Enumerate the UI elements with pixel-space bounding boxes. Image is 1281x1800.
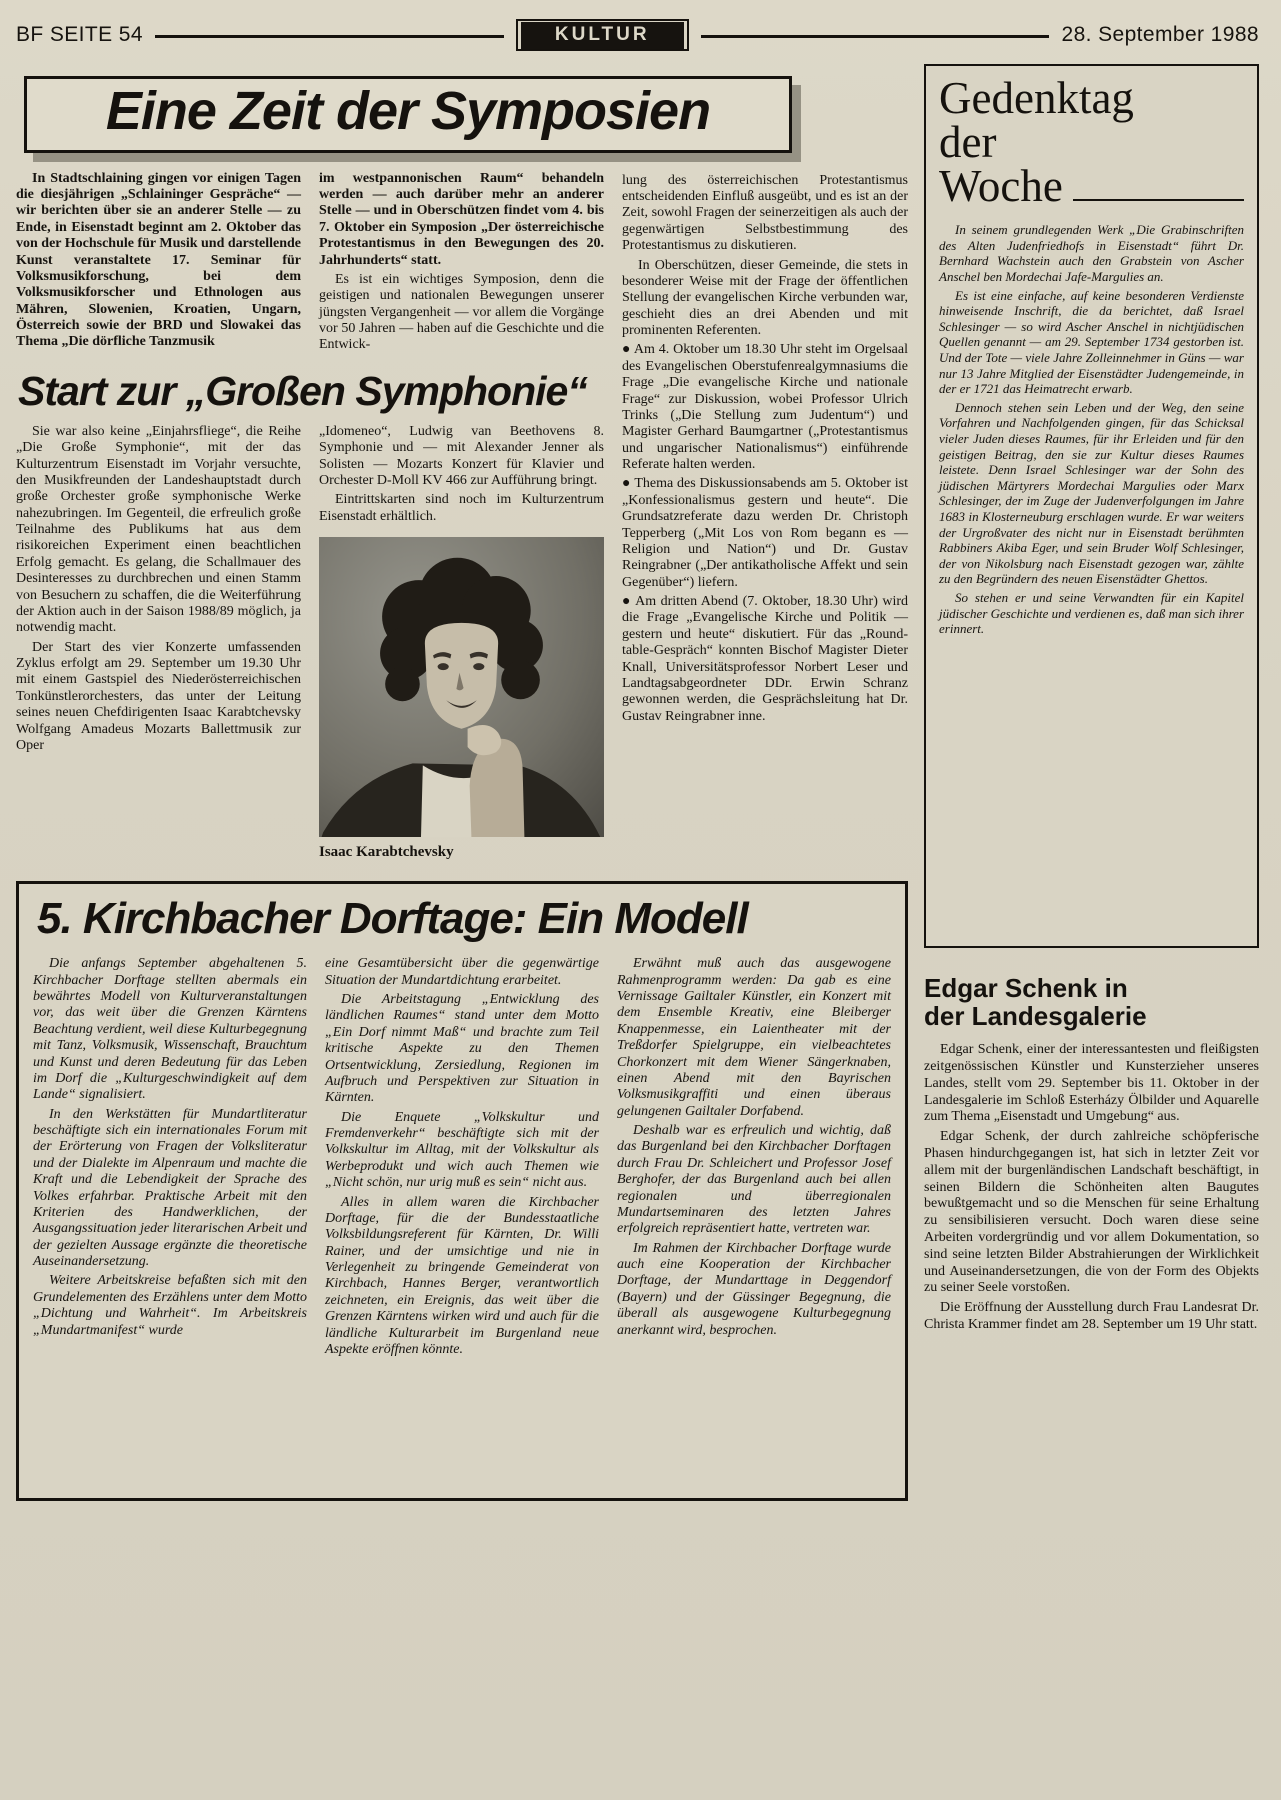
- sidebar-area: [924, 64, 1259, 1501]
- article-paragraph: im westpannonischen Raum“ behandeln werden — auch darüber mehr an anderer Stelle — und in Oberschützen findet vom 4. bis 7. Oktober ein Symposion „Der österreichische Protestantismus in den Bewegungen des 20. Jahrhunderts“ statt.: [319, 170, 604, 268]
- section-badge-label: KULTUR: [521, 22, 684, 49]
- article-paragraph: Alles in allem waren die Kirchbacher Dorftage, für die der Bundesstaatliche Volksbildungsreferent für Kärnten, Dr. Willi Rainer, und der umsichtige und nie in Verlegenheit zu bringende Gemeinderat von Kirchbach, Hannes Berger, verantwortlich zeichneten, ein Ereignis, das weit über die Grenzen Kärntens wirken wird und auch für die ländliche Kulturarbeit im Burgenland neue Aspekte eröffnen könnte.: [325, 1194, 599, 1357]
- article-paragraph: ● Am dritten Abend (7. Oktober, 18.30 Uhr) wird die Frage „Evangelische Kirche und Politik — gestern und heute“ diskutiert. Für das „Round-table-Gespräch“ konnten Bischof Magister Dieter Knall, Universitätsprofessor Norbert Leser und Landtagsabgeordneter DDr. Erwin Schranz gewonnen werden, die Gesprächsleitung hat Dr. Gustav Reingrabner inne.: [622, 594, 908, 724]
- kirchbach-article-box: [16, 881, 908, 1501]
- article-paragraph: In Stadtschlaining gingen vor einigen Tagen die diesjährigen „Schlaininger Gespräche“ — wir berichten über sie an anderer Stelle — zu Ende, in Eisenstadt beginnt am 2. Oktober das von der Hochschule für Musik und darstellende Kunst veranstaltete 17. Seminar für Volksmusikforschung, bei dem Volksmusikforscher und Ethnologen aus Mähren, Slowenien, Kroatien, Ungarn, Österreich sowie der BRD und Slowakei das Thema „Die dörfliche Tanzmusik: [16, 170, 301, 350]
- article-paragraph: In seinem grundlegenden Werk „Die Grabinschriften des Alten Judenfriedhofs in Eisenstadt“ führt Dr. Bernhard Wachstein auch den Grabstein von Ascher Anschel ben Mordechai Jafe-Margulies an.: [939, 222, 1244, 285]
- masthead-rule-left: [155, 35, 504, 38]
- symposien-col2: [319, 171, 604, 357]
- symphonie-columns: [16, 424, 604, 861]
- masthead-rule-right: [701, 35, 1050, 38]
- article-paragraph: lung des österreichischen Protestantismus entscheidenden Einfluß ausgeübt, und es ist an der Zeit, sowohl Fragen der seinerzeitigen als auch der gegenwärtigen Selbstbestimmung des Protestantismus zu diskutieren.: [622, 172, 908, 254]
- kirchbach-columns: [33, 956, 891, 1361]
- edgar-heading-line1: Edgar Schenk in: [924, 973, 1128, 1003]
- article-paragraph: Die Eröffnung der Ausstellung durch Frau Landesrat Dr. Christa Krammer findet am 28. September um 19 Uhr statt.: [924, 1300, 1259, 1332]
- symposien-col1: [16, 171, 301, 357]
- gedenktag-box: [924, 64, 1259, 948]
- gedenktag-title-line1: Gedenktag: [939, 73, 1134, 123]
- date-label: 28. September 1988: [1061, 23, 1259, 46]
- article-paragraph: Der Start des vier Konzerte umfassenden Zyklus erfolgt am 29. September um 19.30 Uhr mit einem Gastspiel des Niederösterreichischen Tonkünstlerorchesters, das unter der Leitung seines neuen Chefdirigenten Isaac Karabtchevsky Wolfgang Amadeus Mozarts Ballettmusik zur Oper: [16, 639, 301, 753]
- left-two-columns-zone: [16, 171, 604, 861]
- article-paragraph: Deshalb war es erfreulich und wichtig, daß das Burgenland bei den Kirchbacher Dorftagen durch Frau Dr. Schleichert und Professor Josef Berghofer, der das Burgenland auch bei allen regionalen und überregionalen Mundartseminaren des letzten Jahres erfolgreich repräsentiert hatte, vertreten war.: [617, 1123, 891, 1237]
- gedenktag-title-line2: der: [939, 117, 997, 168]
- page-content: [16, 64, 1259, 1501]
- edgar-text: [924, 1042, 1259, 1334]
- article-paragraph: Die Arbeitstagung „Entwicklung des ländlichen Raumes“ stand unter dem Motto „Ein Dorf nimmt Maß“ und brachte zum Teil kritische Aspekte zu den Themen Ortsentwicklung, Zersiedlung, Regionen im Aufbruch und Perspektiven zur Situation in Kärnten.: [325, 992, 599, 1106]
- kirchbach-col1: [33, 956, 307, 1361]
- symposien-headline-box: [24, 76, 792, 153]
- karabtchevsky-figure: [319, 537, 604, 861]
- article-paragraph: In Oberschützen, dieser Gemeinde, die stets in besonderer Weise mit der Frage der öffentlichen Stellung der evangelischen Kirche verbunden war, geschieht dies an drei Abenden und mit prominenten Referenten.: [622, 257, 908, 339]
- gedenktag-title-line3-row: [939, 161, 1244, 212]
- article-paragraph: Es ist eine einfache, auf keine besonderen Verdienste hinweisende Inschrift, die da berichtet, daß Israel Schlesinger — so wird Ascher Anschel in nichtjüdischen Quellen genannt — am 29. September 1734 gestorben ist. Und der Tote — viele Jahre Zolleinnehmer in Güns — war nur 13 Jahre Mitglied der Eisenstädter Judengemeinde, in der er 1721 das Heimatrecht erwarb.: [939, 287, 1244, 397]
- article-paragraph: Erwähnt muß auch das ausgewogene Rahmenprogramm werden: Da gab es eine Vernissage Gailtaler Künstler, ein Konzert mit dem Ensemble Kreativ, eine Bleiberger Knappenmesse, ein Laientheater mit der Treßdorfer Spielgruppe, ein vielbeachtetes Chorkonzert mit dem Wiener Sängerknaben, einen Abend mit den Bayrischen Volksmusikgraffiti und einen überaus gelungenen Gailtaler Dorfabend.: [617, 956, 891, 1119]
- kirchbach-headline: 5. Kirchbacher Dorftage: Ein Modell: [37, 894, 748, 944]
- symposien-headline: Eine Zeit der Symposien: [105, 81, 711, 141]
- gedenktag-title-line3: Woche: [939, 161, 1063, 212]
- gedenktag-text: [939, 222, 1244, 636]
- edgar-schenk-article: [924, 974, 1259, 1334]
- article-paragraph: In den Werkstätten für Mundartliteratur beschäftigte sich ein internationales Forum mit der Erörterung von Fragen der Volksliteratur und der Dialekte im Alpenraum und machte die Kraft und die Lebendigkeit der Sprache des Volkes erfahrbar. Praktische Arbeit mit den Kriterien des Handwerklichen, der Ausgangssituation jeder literarischen Arbeit und der gezielten Aussage ergänzte die theoretische Auseinandersetzung.: [33, 1106, 307, 1269]
- article-paragraph: ● Am 4. Oktober um 18.30 Uhr steht im Orgelsaal des Evangelischen Oberstufenrealgymnasiums die Frage „Die evangelische Kirche und nationale Frage“ zur Diskussion, wobei Professor Ulrich Trinks („Die Stellung zum Judentum“) und Magister Gerhard Baumgartner („Protestantismus und ungarischer Nationalismus“) einführende Referate halten werden.: [622, 342, 908, 473]
- section-badge: [516, 19, 689, 51]
- symphonie-col2: [319, 424, 604, 861]
- article-paragraph: Die Enquete „Volkskultur und Fremdenverkehr“ beschäftigte sich mit der Volkskultur im Alltag, mit der Volkskultur als Werbeprodukt und wich auch Themen wie „Nicht schön, nur urig muß es sein“ nicht aus.: [325, 1109, 599, 1191]
- symphonie-headline: Start zur „Großen Symphonie“: [18, 367, 587, 414]
- article-paragraph: So stehen er und seine Verwandten für ein Kapitel jüdischer Geschichte und verdienen es, daß man sich ihrer erinnert.: [939, 589, 1244, 637]
- symphonie-col1: [16, 424, 301, 861]
- article-paragraph: Edgar Schenk, einer der interessantesten und fleißigsten zeitgenössischen Künstler und Kunsterzieher unseres Landes, stellt vom 29. September bis 11. Oktober in der Landesgalerie im Schloß Esterházy Ölbilder und Aquarelle zum Thema „Eisenstadt und Umgebung“ aus.: [924, 1042, 1259, 1125]
- edgar-heading: [924, 974, 1259, 1030]
- article-paragraph: „Idomeneo“, Ludwig van Beethovens 8. Symphonie und — mit Alexander Jenner als Solisten — Mozarts Konzert für Klavier und Orchester D-Moll KV 466 zur Aufführung bringt.: [319, 423, 604, 488]
- article-paragraph: ● Thema des Diskussionsabends am 5. Oktober ist „Konfessionalismus gestern und heute“. Die Grundsatzreferate dazu werden Dr. Christoph Tepperberg („Mit Los von Rom begann es — Religion und Nation“) und Dr. Gustav Reingrabner („Der antikatholische Affekt und sein Gegenüber“) liefern.: [622, 476, 908, 590]
- photo-caption: Isaac Karabtchevsky: [319, 844, 454, 861]
- page-number-label: BF SEITE 54: [16, 23, 143, 46]
- article-paragraph: Im Rahmen der Kirchbacher Dorftage wurde auch eine Kooperation der Kirchbacher Dorftage, der Mundarttage in Deggendorf (Bayern) und der Güssinger Begegnung, die überall als ausgewogene Kulturbegegnung anerkannt wird, besprochen.: [617, 1240, 891, 1338]
- gedenktag-title-rule: [1073, 199, 1244, 201]
- main-area: [16, 64, 908, 1501]
- article-paragraph: Weitere Arbeitskreise befaßten sich mit den Grundelementen des Erzählens unter dem Motto „Dichtung und Wahrheit“. Im Arbeitskreis „Mundartmanifest“ wurde: [33, 1273, 307, 1338]
- article-paragraph: Dennoch stehen sein Leben und der Weg, den seine Vorfahren und Nachfolgenden gingen, für das Schicksal vieler Juden dieses Raumes, für ihr Erleiden und für den geistigen Beitrag, den sie zur Kultur dieses Raumes leistete. Denn Israel Schlesinger war der Sohn des jüdischen Märtyrers Mordechai Margulies oder Marx Schlesinger, der im Zuge der Judenverfolgungen im Jahre 1683 in Klosterneuburg erschlagen wurde. Er war weiters der Urgroßvater des nicht nur in Eisenstadt berühmten Rabbiners Akiba Eger, und sein Bruder Wolf Schlesinger, der von Nikolsburg nach Eisenstadt gezogen war, zählte zu den Begründern des neuen Eisenstädter Ghettos.: [939, 399, 1244, 587]
- article-paragraph: Edgar Schenk, der durch zahlreiche schöpferische Phasen hindurchgegangen ist, hat sich in letzter Zeit vor allem mit der burgenländischen Landschaft beschäftigt, in seinen Bildern die Schönheiten alten Baugutes bewußtgemacht und so die Menschen für seine Erhaltung zu sensibilisieren versucht. Doch waren diese seine Arbeiten vordergründig und vor allem Dokumentation, so sind seine letzten Bilder Abstrahierungen der Wirklichkeit und Auseinandersetzungen, die von der Form des Objekts zu seiner Seele vorstoßen.: [924, 1129, 1259, 1296]
- article-paragraph: Die anfangs September abgehaltenen 5. Kirchbacher Dorftage stellten abermals ein bewährtes Modell von Kulturveranstaltungen vor, das weit über die Grenzen Kärntens Beachtung verdient, weil diese Kulturbegegnung mit Tanz, Volksmusik, Wissenschaft, Brauchtum und Kunst und deren Bedeutung für das Leben im Dorf die „Kulturgeschwindigkeit auf dem Lande“ signalisiert.: [33, 956, 307, 1103]
- gedenktag-title: [939, 73, 1244, 212]
- karabtchevsky-photo: [319, 537, 604, 837]
- edgar-heading-line2: der Landesgalerie: [924, 1001, 1147, 1032]
- masthead: [16, 14, 1259, 56]
- article-paragraph: eine Gesamtübersicht über die gegenwärtige Situation der Mundartdichtung erarbeitet.: [325, 956, 599, 988]
- article-paragraph: Eintrittskarten sind noch im Kulturzentrum Eisenstadt erhältlich.: [319, 492, 604, 524]
- article-paragraph: Sie war also keine „Einjahrsfliege“, die Reihe „Die Große Symphonie“, mit der das Kulturzentrum Eisenstadt im Vorjahr versuchte, den Musikfreunden der Landeshauptstadt durch große Orchester große symphonische Werke nahezubringen. Im Gegenteil, die erfreulich große Teilnahme des Publikums hat aus dem risikoreichen Experiment einen beachtlichen Erfolg gemacht. Es gelang, die Schallmauer des Desinteresses zu durchbrechen und einen Stamm von Besuchern zu schaffen, die die Weiterführung der Aktion auch in der Saison 1988/89 möglich, ja notwendig macht.: [16, 423, 301, 636]
- kirchbach-col3: [617, 956, 891, 1361]
- symposien-col3: [622, 171, 908, 861]
- symposien-columns: [16, 171, 604, 357]
- article-paragraph: Es ist ein wichtiges Symposion, denn die geistigen und nationalen Bewegungen unserer jüngsten Vergangenheit — vor allem die Vorgänge vor 50 Jahren — haben auf die Geschichte und die Entwick-: [319, 271, 604, 353]
- kirchbach-col2: [325, 956, 599, 1361]
- symposien-symphonie-zone: [16, 171, 908, 861]
